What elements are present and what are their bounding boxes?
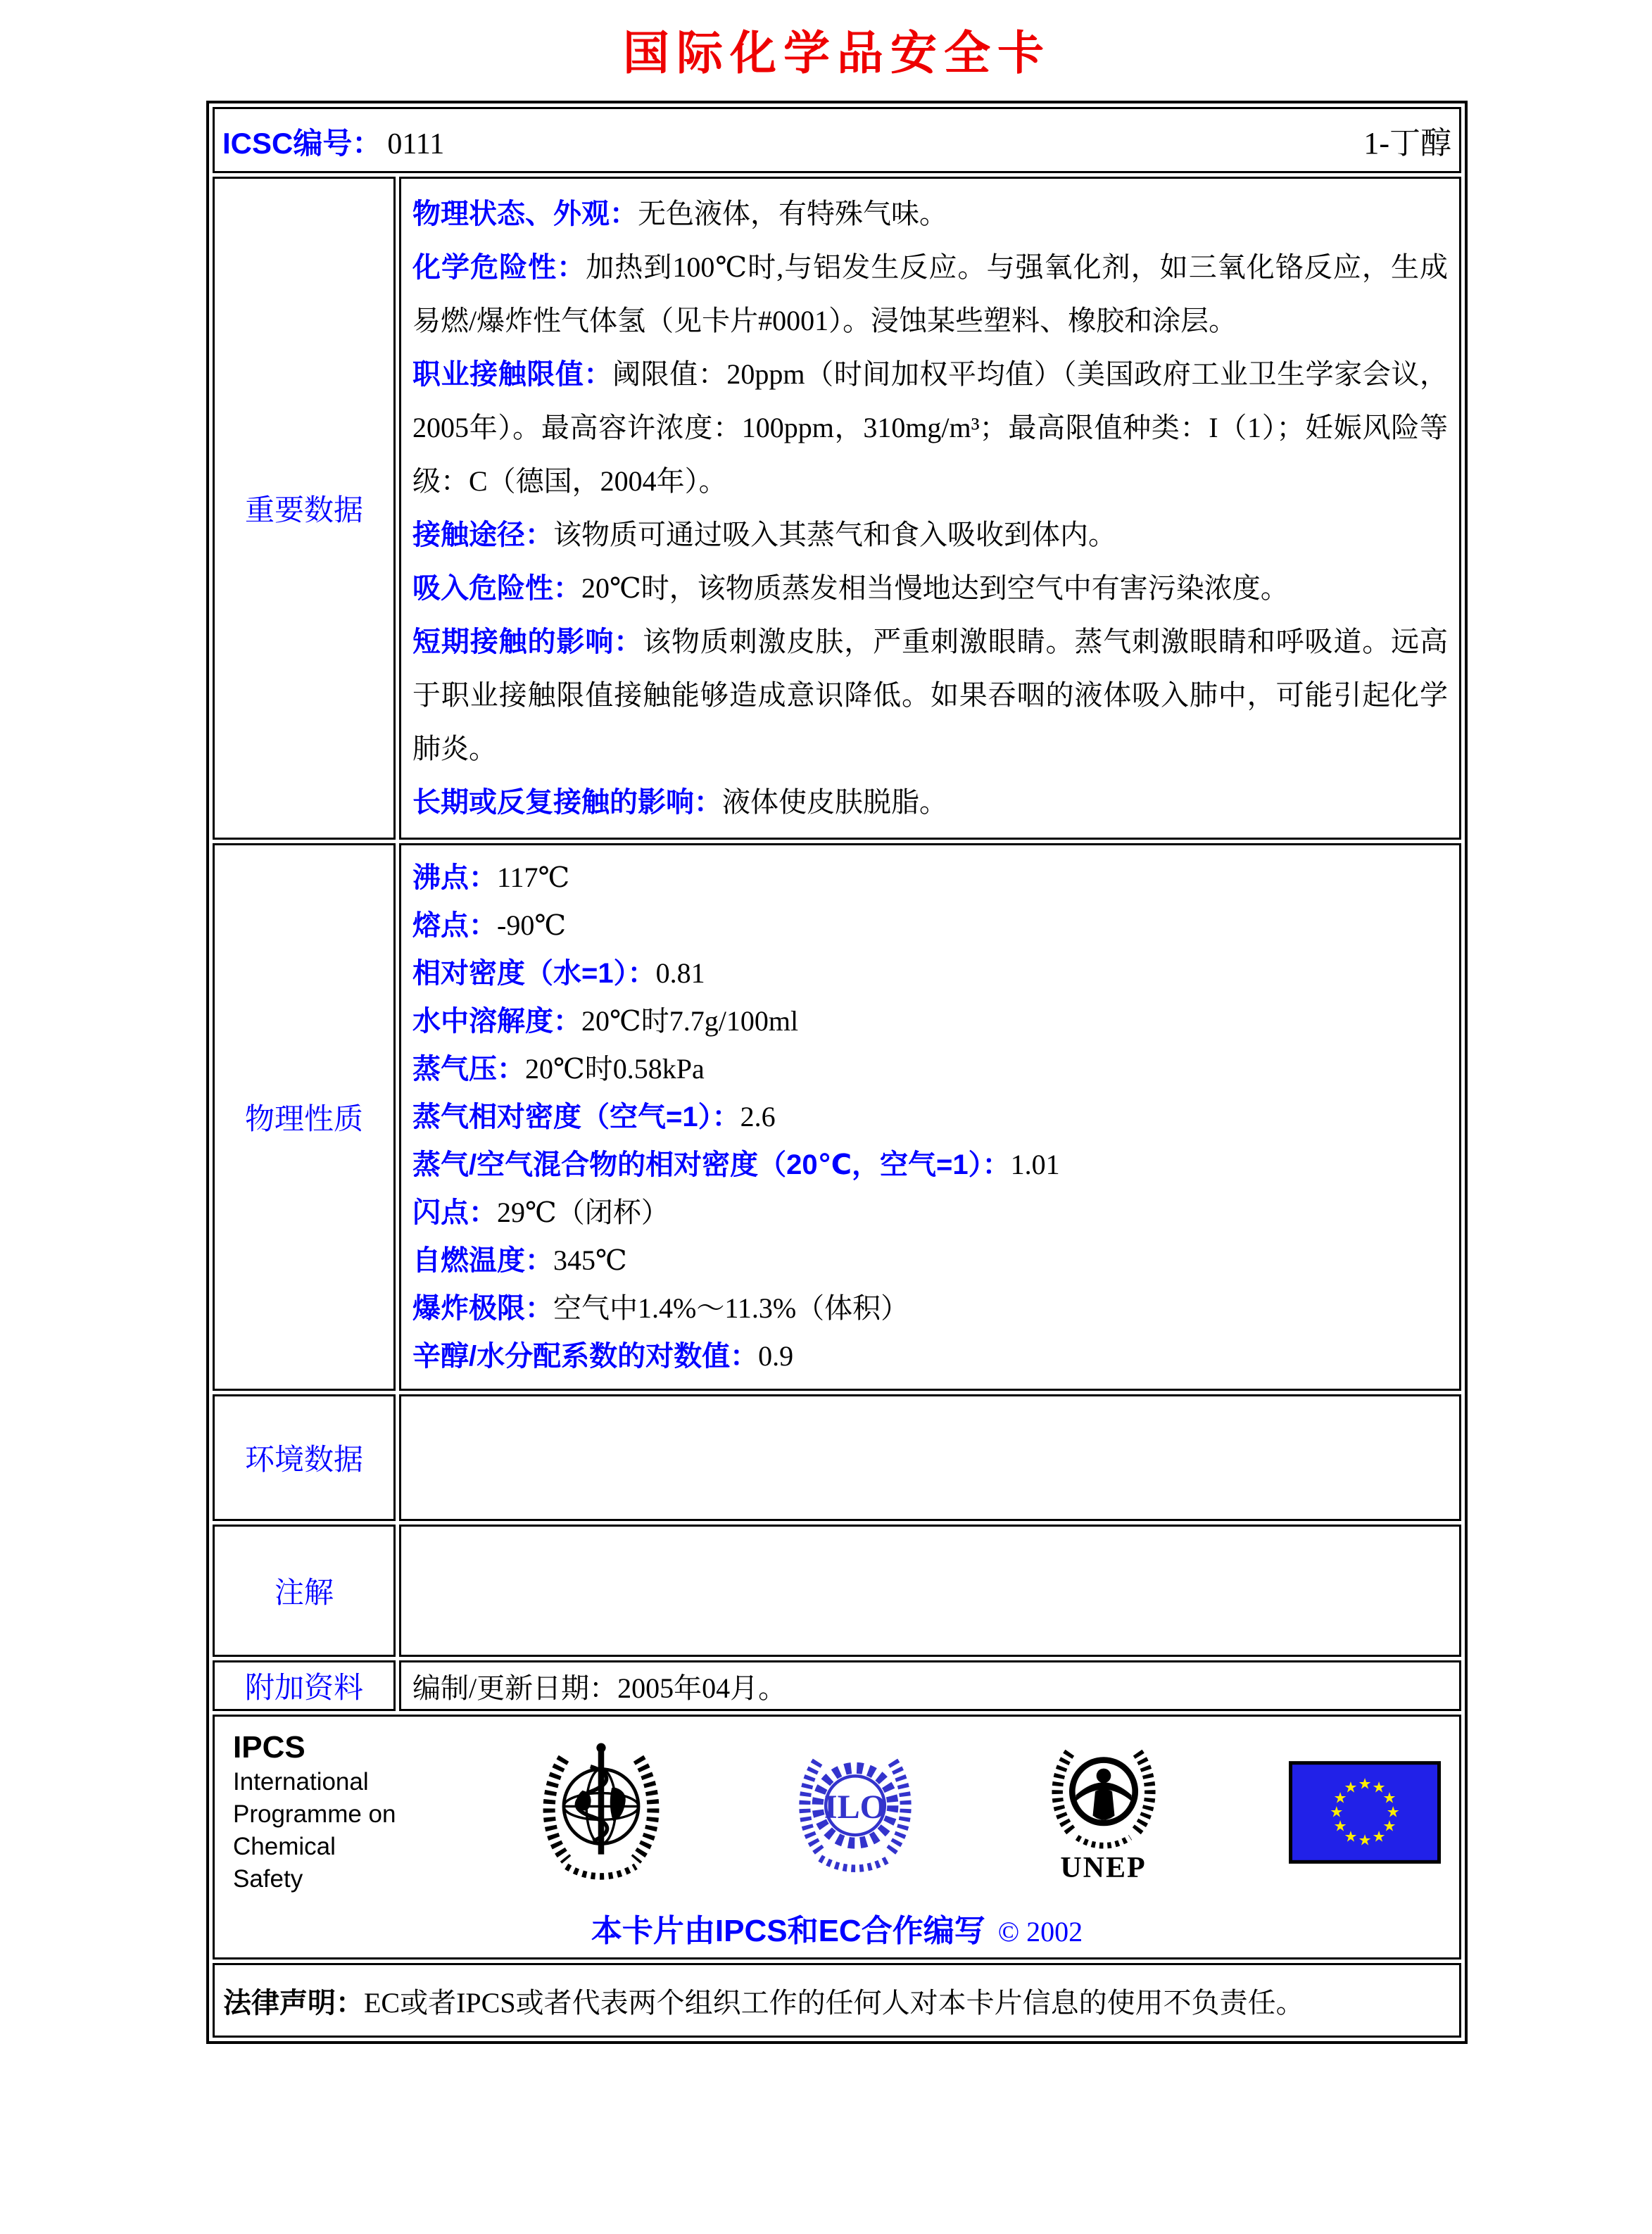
legal-text: EC或者IPCS或者代表两个组织工作的任何人对本卡片信息的使用不负责任。: [364, 1986, 1304, 2019]
additional-info-cell: 编制/更新日期：2005年04月。: [399, 1660, 1461, 1711]
data-line: [412, 508, 1448, 562]
eu-star-icon: ★: [1372, 1779, 1386, 1797]
legal-cell: [213, 1963, 1461, 2038]
environmental-data-row: [213, 1394, 1461, 1521]
physical-properties-lines: [412, 854, 1448, 1380]
field-value: 2.6: [740, 1101, 776, 1132]
credit-text: 本卡片由IPCS和EC合作编写: [591, 1914, 985, 1948]
field-value: 117℃: [497, 862, 570, 893]
data-line: [412, 902, 1448, 949]
field-label: 蒸气相对密度（空气=1）：: [412, 1102, 740, 1132]
environmental-data-cell: [399, 1394, 1461, 1521]
header-row: [213, 107, 1461, 173]
field-label: 水中溶解度：: [412, 1006, 581, 1037]
field-value: -90℃: [497, 909, 567, 941]
chemical-name: 1-丁醇: [1363, 126, 1451, 160]
field-label: 短期接触的影响：: [412, 626, 643, 657]
ilo-letters: ILO: [824, 1788, 887, 1826]
field-label: 自燃温度：: [412, 1245, 553, 1276]
field-label: 职业接触限值：: [412, 359, 613, 390]
header-cell: [213, 107, 1461, 173]
ipcs-line: Chemical Safety: [233, 1833, 336, 1893]
row-label-additional-info: 附加资料: [213, 1660, 396, 1711]
field-label: 物理状态、外观：: [412, 198, 638, 229]
eu-star-icon: ★: [1344, 1779, 1358, 1797]
field-label: 闪点：: [412, 1197, 497, 1228]
field-value: 345℃: [553, 1244, 627, 1276]
ipcs-text-block: [233, 1729, 409, 1895]
credit-line: [222, 1905, 1452, 1950]
data-line: [412, 854, 1448, 902]
ilo-emblem-icon: [793, 1746, 918, 1879]
eu-star-icon: ★: [1344, 1828, 1358, 1846]
credit-copyright: © 2002: [997, 1916, 1083, 1948]
field-label: 长期或反复接触的影响：: [412, 787, 722, 818]
data-line: [412, 1045, 1448, 1093]
notes-cell: [399, 1525, 1461, 1657]
ipcs-line: International: [233, 1768, 369, 1796]
ipcs-title: IPCS: [233, 1730, 305, 1765]
eu-star-icon: ★: [1372, 1828, 1386, 1846]
data-line: [412, 1189, 1448, 1237]
data-line: [412, 776, 1448, 829]
icsc-number-value: 0111: [387, 128, 445, 160]
important-data-cell: [399, 177, 1461, 840]
eu-star-icon: ★: [1358, 1775, 1372, 1793]
icsc-card-page: [206, 0, 1468, 2044]
page-title: 国际化学品安全卡: [623, 28, 1051, 80]
eu-star-icon: ★: [1358, 1831, 1372, 1850]
notes-row: [213, 1525, 1461, 1657]
physical-properties-cell: [399, 843, 1461, 1391]
data-line: [412, 1285, 1448, 1332]
row-label-physical-properties: 物理性质: [213, 843, 396, 1391]
field-label: 接触途径：: [412, 519, 553, 550]
unep-emblem-block: [1043, 1741, 1164, 1885]
data-line: [412, 348, 1448, 508]
data-line: [412, 562, 1448, 615]
important-data-row: [213, 177, 1461, 840]
field-value: 20℃时，该物质蒸发相当慢地达到空气中有害污染浓度。: [581, 572, 1289, 604]
legal-row: [213, 1963, 1461, 2038]
eu-flag-icon: [1289, 1761, 1441, 1864]
data-line: [412, 949, 1448, 997]
important-data-lines: [412, 187, 1448, 829]
logos-cell: [213, 1715, 1461, 1960]
row-label-notes: 注解: [213, 1525, 396, 1657]
field-value: 0.81: [655, 957, 705, 989]
eu-star-icon: ★: [1386, 1803, 1400, 1822]
field-label: 爆炸极限：: [412, 1293, 553, 1324]
field-value: 该物质刺激皮肤，严重刺激眼睛。蒸气刺激眼睛和呼吸道。远高于职业接触限值接触能够造成意识降低。如果吞咽的液体吸入肺中，可能引起化学肺炎。: [412, 626, 1449, 764]
field-value: 该物质可通过吸入其蒸气和食入吸收到体内。: [553, 519, 1116, 550]
field-value: 1.01: [1010, 1149, 1060, 1180]
field-value: 液体使皮肤脱脂。: [722, 786, 947, 818]
unep-emblem-icon: [1043, 1741, 1164, 1853]
field-label: 蒸气压：: [412, 1054, 525, 1085]
field-label: 沸点：: [412, 862, 497, 893]
field-label: 蒸气/空气混合物的相对密度（20℃，空气=1）：: [412, 1149, 1011, 1180]
data-line: [412, 241, 1448, 348]
additional-info-row: [213, 1660, 1461, 1711]
ipcs-line: Programme on: [233, 1800, 396, 1828]
legal-label: 法律声明：: [223, 1987, 364, 2019]
physical-properties-row: [213, 843, 1461, 1391]
eu-star-icon: ★: [1382, 1817, 1396, 1836]
field-value: 20℃时0.58kPa: [525, 1053, 705, 1085]
who-emblem-icon: [534, 1737, 668, 1888]
row-label-important-data: 重要数据: [213, 177, 396, 840]
data-line: [412, 1332, 1448, 1380]
eu-star-icon: ★: [1382, 1789, 1396, 1807]
field-label: 吸入危险性：: [412, 573, 581, 604]
field-value: 无色液体，有特殊气味。: [638, 198, 947, 229]
icsc-number-group: [222, 120, 444, 163]
field-value: 加热到100℃时,与铝发生反应。与强氧化剂，如三氧化铬反应，生成易燃/爆炸性气体氢（见卡片#0001）。浸蚀某些塑料、橡胶和涂层。: [412, 251, 1448, 336]
data-line: [412, 615, 1448, 776]
row-label-environmental-data: 环境数据: [213, 1394, 396, 1521]
data-line: [412, 1141, 1448, 1189]
eu-star-icon: ★: [1333, 1789, 1347, 1807]
field-value: 20℃时7.7g/100ml: [581, 1005, 799, 1037]
field-label: 化学危险性：: [412, 252, 586, 283]
unep-caption: UNEP: [1060, 1851, 1147, 1884]
eu-star-icon: ★: [1333, 1817, 1347, 1836]
field-label: 相对密度（水=1）：: [412, 958, 656, 989]
eu-star-icon: ★: [1330, 1803, 1344, 1822]
field-value: 阈限值：20ppm（时间加权平均值）（美国政府工业卫生学家会议，2005年）。最高容许浓度：100ppm，310mg/m³；最高限值种类：I（1）；妊娠风险等级：C（德国，2004年）。: [412, 358, 1448, 497]
field-value: 0.9: [758, 1340, 794, 1372]
logos-row: [213, 1715, 1461, 1960]
field-label: 辛醇/水分配系数的对数值：: [412, 1341, 759, 1372]
icsc-card-table: [206, 101, 1468, 2044]
field-label: 熔点：: [412, 910, 497, 941]
field-value: 29℃（闭杯）: [497, 1197, 669, 1228]
field-value: 空气中1.4%～11.3%（体积）: [553, 1292, 909, 1324]
data-line: [412, 187, 1448, 241]
data-line: [412, 1093, 1448, 1141]
data-line: [412, 997, 1448, 1045]
data-line: [412, 1237, 1448, 1285]
icsc-number-label: ICSC编号：: [222, 127, 382, 160]
